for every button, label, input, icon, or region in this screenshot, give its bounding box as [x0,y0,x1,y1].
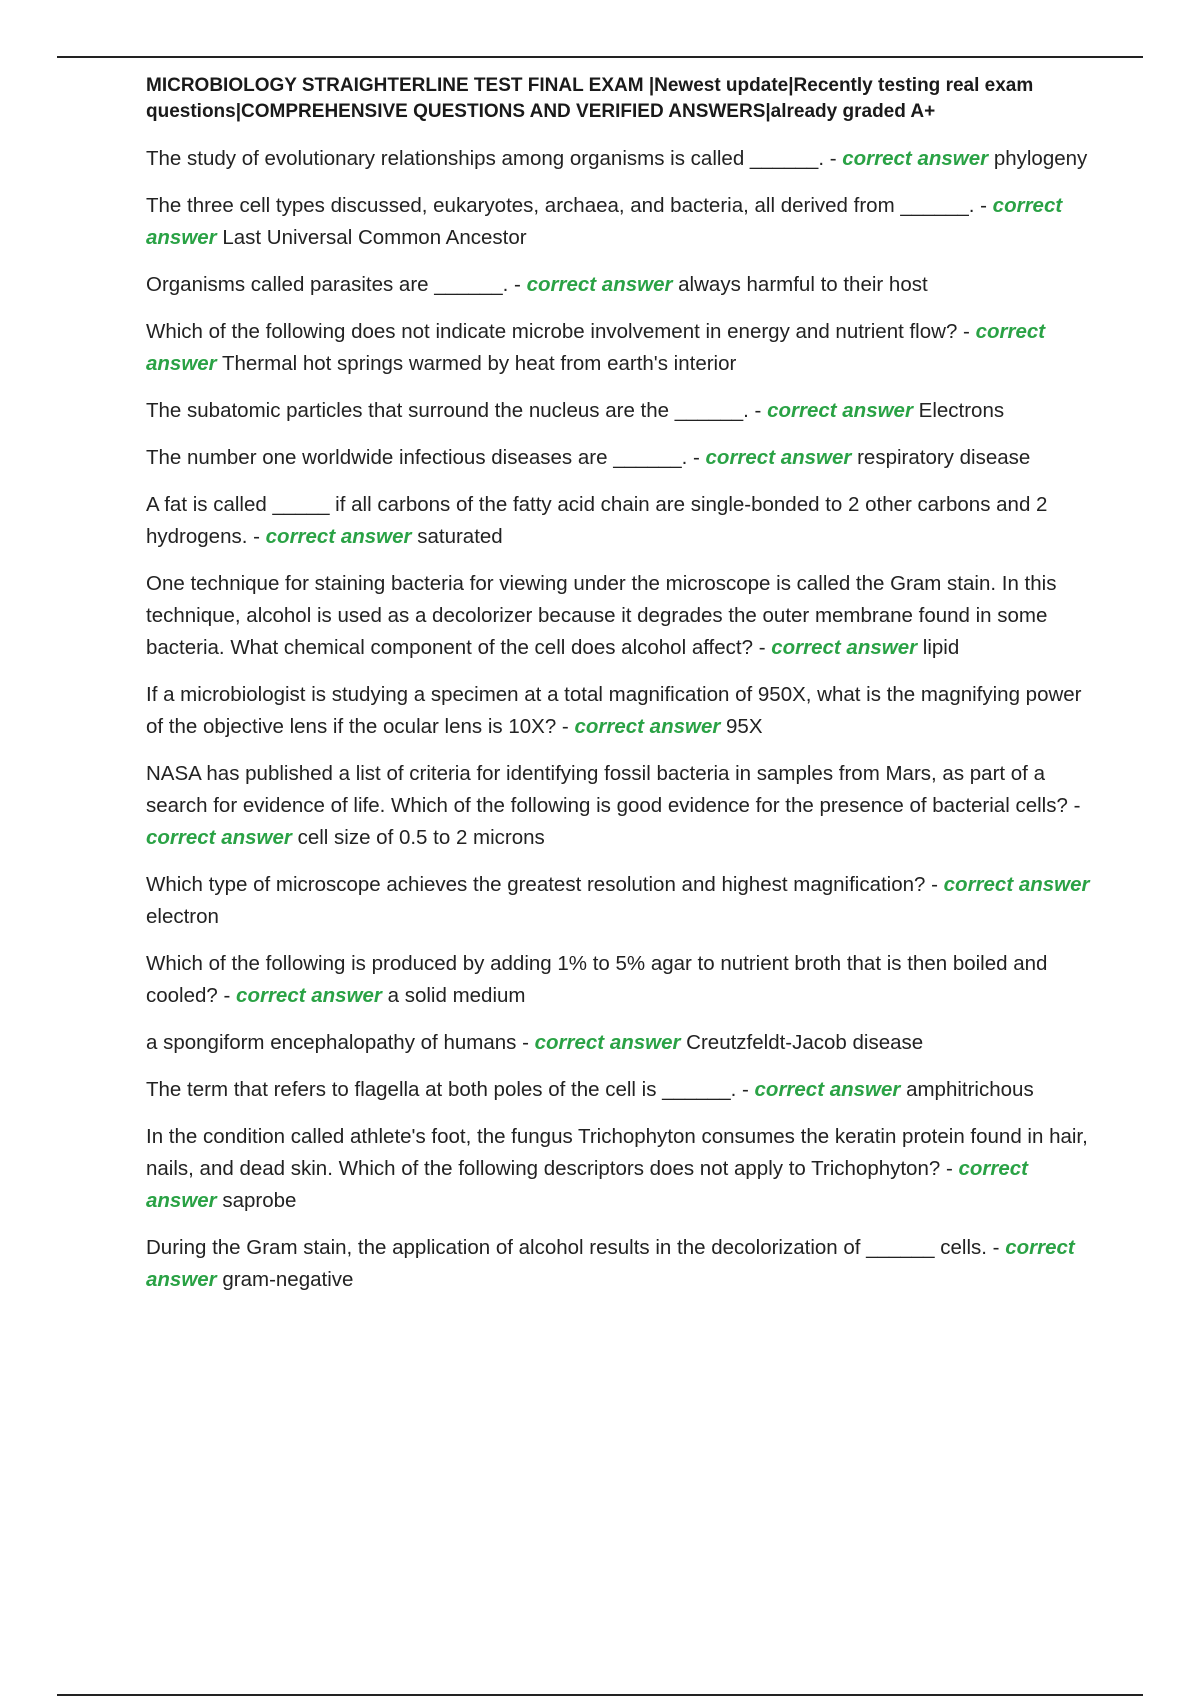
answer-marker: correct answer [236,984,382,1007]
top-rule [57,56,1143,58]
answer-marker: correct answer [705,446,852,469]
answer-text: electron [146,905,219,928]
answer-marker: correct answer [842,147,989,170]
question-text: The term that refers to flagella at both poles of the cell is ______. - [146,1078,749,1101]
question-text: The number one worldwide infectious diseases are ______. - [146,446,700,469]
answer-text: gram-negative [222,1268,354,1291]
answer-text: always harmful to their host [678,273,928,296]
qa-item [146,758,1096,854]
answer-text: saprobe [222,1189,297,1212]
answer-text: Electrons [918,399,1005,422]
qa-item [146,1074,1096,1106]
question-text: If a microbiologist is studying a specimen at a total magnification of 950X, what is the magnifying power of the objective lens if the ocular lens is 10X? - [146,683,1082,738]
qa-item [146,1121,1096,1217]
question-text: NASA has published a list of criteria for identifying fossil bacteria in samples from Mars, as part of a search for evidence of life. Which of the following is good evidence for the presence of bacterial cells? - [146,762,1081,817]
answer-text: a solid medium [387,984,526,1007]
answer-marker: correct answer [146,1236,1075,1291]
answer-marker: correct answer [146,1157,1029,1212]
answer-marker: correct answer [146,826,292,849]
qa-item [146,568,1096,664]
question-text: The three cell types discussed, eukaryotes, archaea, and bacteria, all derived from ______. - [146,194,987,217]
answer-marker: correct answer [265,525,412,548]
qa-item [146,1027,1096,1059]
qa-item [146,316,1096,380]
answer-text: saturated [417,525,503,548]
answer-text: Thermal hot springs warmed by heat from earth's interior [221,352,737,375]
qa-item [146,143,1096,175]
question-text: Which type of microscope achieves the greatest resolution and highest magnification? - [146,873,938,896]
qa-item [146,1232,1096,1296]
answer-text: cell size of 0.5 to 2 microns [297,826,545,849]
qa-item [146,948,1096,1012]
answer-marker: correct answer [534,1031,681,1054]
answer-text: Creutzfeldt-Jacob disease [686,1031,924,1054]
answer-marker: correct answer [146,194,1063,249]
answer-marker: correct answer [526,273,673,296]
answer-marker: correct answer [943,873,1090,896]
qa-item [146,395,1096,427]
answer-marker: correct answer [146,320,1046,375]
answer-text: respiratory disease [857,446,1031,469]
question-text: During the Gram stain, the application of alcohol results in the decolorization of ______ cells. - [146,1236,1000,1259]
answer-text: amphitrichous [906,1078,1034,1101]
answer-marker: correct answer [754,1078,901,1101]
question-text: Which of the following does not indicate microbe involvement in energy and nutrient flow? - [146,320,970,343]
answer-marker: correct answer [767,399,913,422]
question-text: The subatomic particles that surround the nucleus are the ______. - [146,399,762,422]
qa-item [146,489,1096,553]
question-text: The study of evolutionary relationships among organisms is called ______. - [146,147,837,170]
answer-text: phylogeny [993,147,1088,170]
question-text: a spongiform encephalopathy of humans - [146,1031,529,1054]
question-text: One technique for staining bacteria for viewing under the microscope is called the Gram stain. In this technique, alcohol is used as a decolorizer because it degrades the outer membrane found in some bacteria. What chemical component of the cell does alcohol affect? - [146,572,1057,659]
answer-text: Last Universal Common Ancestor [222,226,527,249]
qa-item [146,679,1096,743]
answer-marker: correct answer [771,636,918,659]
document-title: MICROBIOLOGY STRAIGHTERLINE TEST FINAL EXAM |Newest update|Recently testing real exam questions|COMPREHENSIVE QUESTIONS AND VERIFIED ANSWERS|already graded A+ [146,75,1034,122]
qa-item [146,442,1096,474]
qa-item [146,190,1096,254]
answer-marker: correct answer [574,715,721,738]
answer-text: 95X [726,715,763,738]
answer-text: lipid [922,636,960,659]
question-text: Organisms called parasites are ______. - [146,273,521,296]
qa-item [146,869,1096,933]
qa-item [146,269,1096,301]
bottom-rule [57,1694,1143,1696]
document-body [146,73,1096,1311]
question-text: A fat is called _____ if all carbons of the fatty acid chain are single-bonded to 2 other carbons and 2 hydrogens. - [146,493,1048,548]
question-text: Which of the following is produced by adding 1% to 5% agar to nutrient broth that is then boiled and cooled? - [146,952,1048,1007]
question-text: In the condition called athlete's foot, the fungus Trichophyton consumes the keratin protein found in hair, nails, and dead skin. Which of the following descriptors does not apply to Trichophyton? - [146,1125,1088,1180]
